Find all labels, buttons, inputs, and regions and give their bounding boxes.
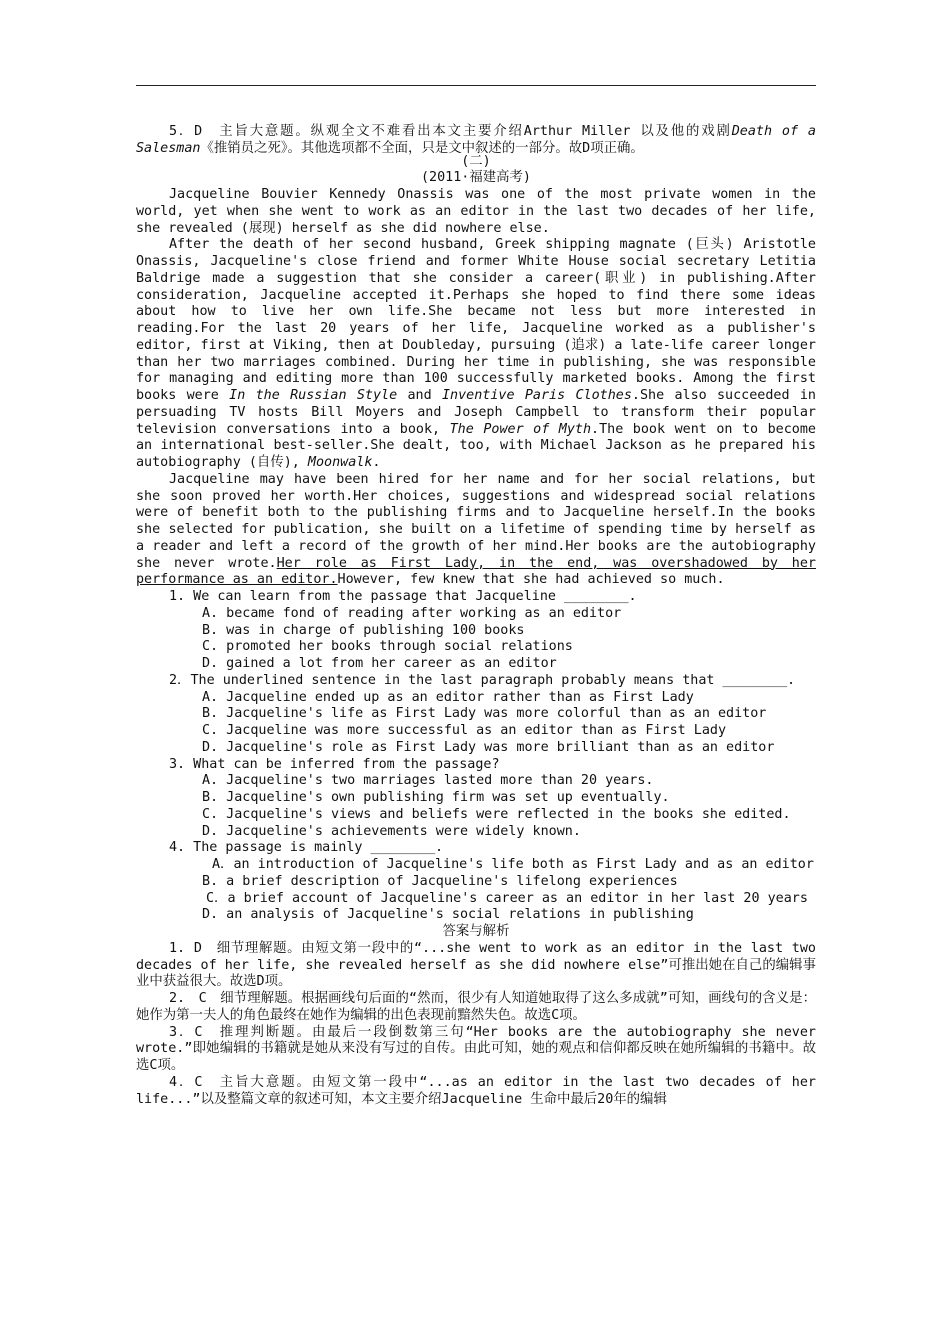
question-2-option-c: C. Jacqueline was more successful as an editor than as First Lady	[202, 723, 727, 738]
question-2-option-b: B. Jacqueline's life as First Lady was more colorful than as an editor	[202, 706, 767, 722]
book-title: Inventive Paris Clothes	[441, 388, 632, 403]
question-4-option-d: D. an analysis of Jacqueline's social relations in publishing	[202, 907, 694, 923]
question-4-option-c: C．a brief account of Jacqueline's career as an editor in her last 20 years	[206, 890, 808, 906]
answer-2: 2. C 细节理解题。根据画线句后面的“然而，很少有人知道她取得了这么多成就”可知，画线句的含义是：她作为第一夫人的角色最终在她作为编辑的出色表现前黯然失色。故选C项。	[136, 991, 816, 1023]
passage-paragraph-2: After the death of her second husband, Greek shipping magnate (巨头) Aristotle Onassis, Jacqueline's close friend and former White House social secretary Letitia Baldrige made a suggestion that she consider a career(职业) in publishing.After consideration, Jacqueline accepted it.Perhaps she hoped to find there some ideas about how to live her own life.She became not less but more interested in reading.For the last 20 years of her life, Jacqueline worked as a publisher's editor, first at Viking, then at Doubleday, pursuing (追求) a late-life career longer than her two marriages combined. During her time in publishing, she was responsible for managing and editing more than 100 successfully marketed books. Among the first books were In the Russian Style and Inventive Paris Clothes.She also succeeded in persuading TV hosts Bill Moyers and Joseph Campbell to transform their popular television conversations into a book, The Power of Myth.The book went on to become an international best-seller.She dealt, too, with Michael Jackson as he prepared his autobiography (自传), Moonwalk.	[136, 237, 816, 470]
answer-4: 4．C 主旨大意题。由短文第一段中“...as an editor in the last two decades of her life...”以及整篇文章的叙述可知，本文主要介绍Jacqueline 生命中最后20年的编辑	[136, 1074, 816, 1107]
question-3-option-a: A. Jacqueline's two marriages lasted more than 20 years.	[202, 773, 654, 789]
question-4-option-a: A．an introduction of Jacqueline's life both as First Lady and as an editor	[212, 857, 814, 872]
question-1-option-d: D. gained a lot from her career as an editor	[202, 656, 557, 671]
question-1-option-c: C. promoted her books through social relations	[202, 639, 573, 655]
question-2-stem: 2．The underlined sentence in the last paragraph probably means that ________.	[169, 672, 796, 688]
answers-heading: 答案与解析	[442, 924, 510, 939]
question-3-option-c: C. Jacqueline's views and beliefs were reflected in the books she edited.	[202, 806, 791, 822]
book-title: Moonwalk	[307, 455, 373, 470]
question-1-stem: 1. We can learn from the passage that Jacqueline ________.	[169, 589, 637, 604]
document-page	[136, 124, 816, 1108]
previous-answer: 5．D 主旨大意题。纵观全文不难看出本文主要介绍Arthur Miller 以及他的戏剧Death of a Salesman《推销员之死》。其他选项都不全面，只是文中叙述的一部分。故D项正确。	[136, 124, 816, 156]
book-title: In the Russian Style	[229, 388, 398, 403]
question-3-stem: 3. What can be inferred from the passage?	[169, 756, 500, 772]
question-4-stem: 4. The passage is mainly ________.	[169, 840, 444, 856]
question-2-option-d: D. Jacqueline's role as First Lady was more brilliant than as an editor	[202, 739, 775, 755]
question-3-option-b: B. Jacqueline's own publishing firm was set up eventually.	[202, 790, 670, 805]
source-label: (2011·福建高考)	[421, 170, 531, 186]
question-2-option-a: A. Jacqueline ended up as an editor rather than as First Lady	[202, 689, 694, 705]
question-1-option-b: B. was in charge of publishing 100 books	[202, 622, 525, 638]
question-1-option-a: A. became fond of reading after working as an editor	[202, 605, 622, 621]
question-3-option-d: D. Jacqueline's achievements were widely known.	[202, 823, 581, 839]
play-title: Death of a Salesman	[136, 124, 816, 156]
passage-paragraph-3: Jacqueline may have been hired for her name and for her social relations, but she soon proved her worth.Her choices, suggestions and widespread social relations were of benefit both to the publishing firms and to Jacqueline herself.In the books she selected for publication, she built on a lifetime of spending time by herself as a reader and left a record of the growth of her mind.Her books are the autobiography she never wrote.Her role as First Lady, in the end, was overshadowed by her performance as an editor.However, few knew that she had achieved so much.	[136, 471, 816, 588]
book-title: The Power of Myth	[449, 421, 592, 437]
answer-3: 3．C 推理判断题。由最后一段倒数第三句“Her books are the autobiography she never wrote.”即她编辑的书籍就是她从来没有写过的自传。由此可知，她的观点和信仰都反映在她所编辑的书籍中。故选C项。	[136, 1024, 816, 1073]
question-4-option-b: B. a brief description of Jacqueline's lifelong experiences	[202, 873, 678, 889]
header-rule	[136, 85, 816, 86]
section-label: (二)	[461, 153, 491, 169]
passage-paragraph-1: Jacqueline Bouvier Kennedy Onassis was one of the most private women in the world, yet when she went to work as an editor in the last two decades of her life, she revealed (展现) herself as she did nowhere else.	[136, 187, 816, 236]
answer-1: 1. D 细节理解题。由短文第一段中的“...she went to work as an editor in the last two decades of her life, she revealed herself as she did nowhere else”可推出她在自己的编辑事业中获益很大。故选D项。	[136, 940, 816, 990]
underlined-sentence: Her role as First Lady, in the end, was overshadowed by her performance as an editor.	[136, 555, 816, 588]
